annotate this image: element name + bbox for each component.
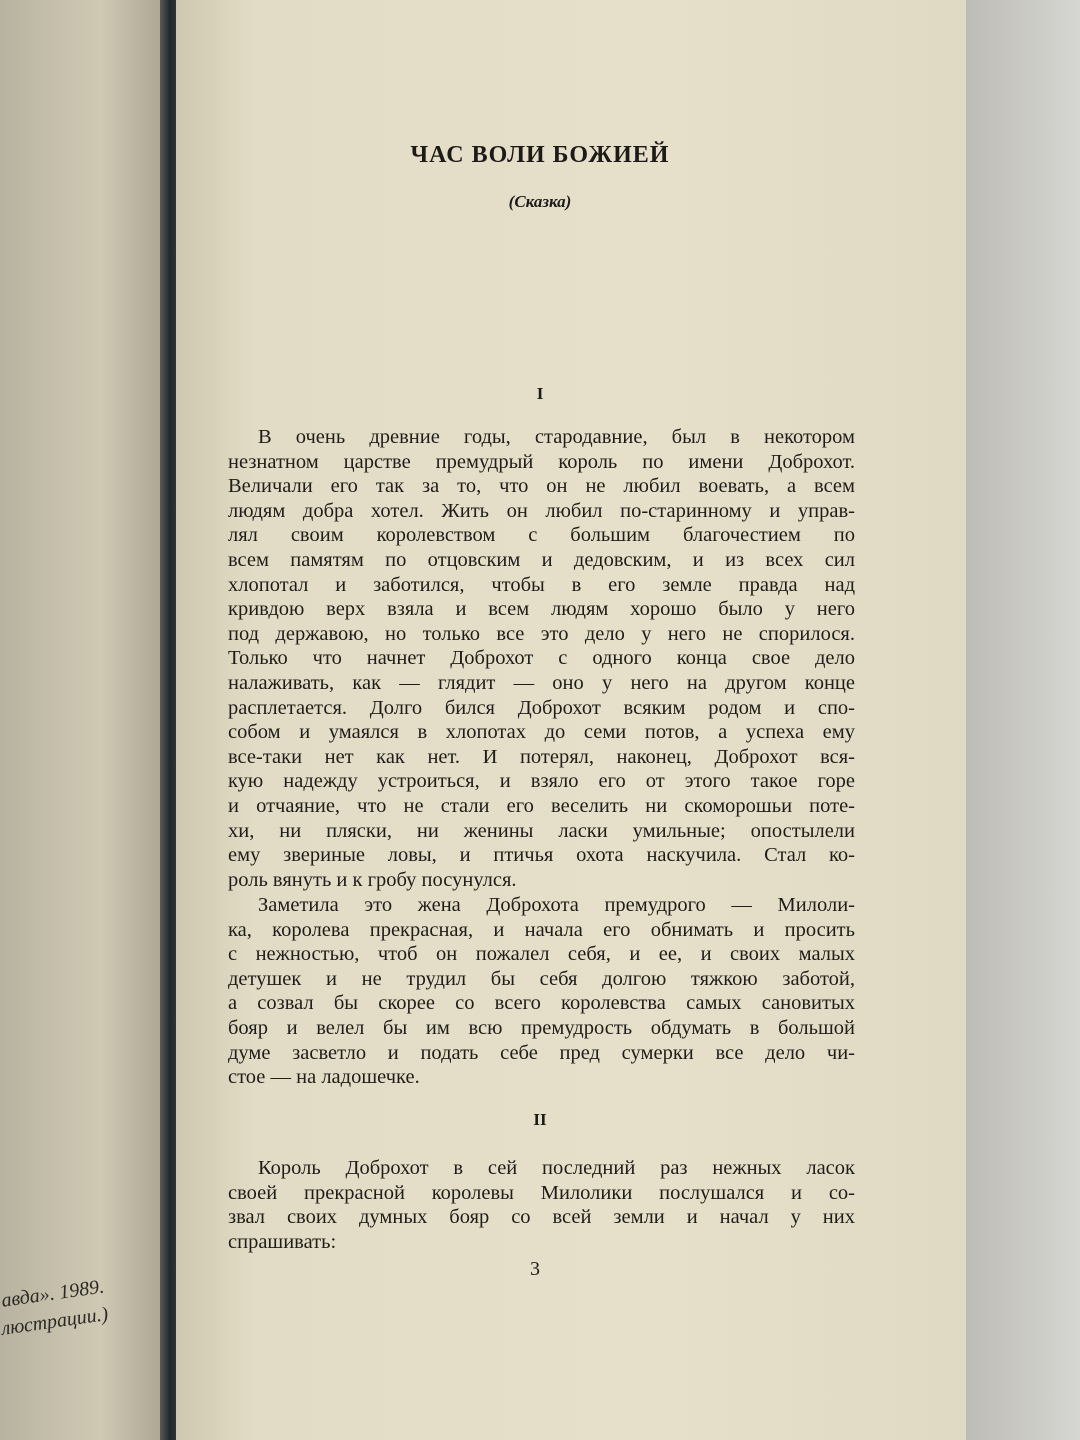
text-line: налаживать, как — глядит — оно у него на другом конце bbox=[228, 672, 855, 694]
text-line: роль вянуть и к гробу посунулся. bbox=[228, 868, 517, 891]
section-numeral: II bbox=[533, 1110, 547, 1129]
text-line: а созвал бы скорее со всего королевства самых сановитых bbox=[228, 992, 855, 1015]
section-numeral: I bbox=[536, 384, 544, 403]
text-line: под державою, но только все это дело у него не спорилося. bbox=[228, 622, 855, 645]
text-line: спрашивать: bbox=[228, 1230, 337, 1253]
text-line: В очень древние годы, стародавние, был в некотором bbox=[258, 426, 855, 448]
text-line: ка, королева прекрасная, и начала его обнимать и просить bbox=[228, 918, 855, 941]
text-line: бояр и велел бы им всю премудрость обдумать в большой bbox=[228, 1017, 855, 1039]
text-line: лял своим королевством с большим благочестием по bbox=[228, 524, 855, 547]
left-page bbox=[0, 0, 168, 1440]
text-line: детушек и не трудил бы себя долгою тяжкою заботой, bbox=[228, 967, 855, 990]
left-page-note-line: люстрации.) bbox=[0, 1303, 110, 1340]
text-line: незнатном царстве премудрый король по имени Доброхот. bbox=[228, 450, 855, 473]
text-line: Только что начнет Доброхот с одного конца свое дело bbox=[228, 647, 855, 670]
text-line: стое — на ладошечке. bbox=[228, 1066, 420, 1089]
text-line: расплетается. Долго бился Доброхот всяким родом и спо- bbox=[228, 696, 855, 719]
left-page-note-line: авда». 1989. bbox=[0, 1275, 106, 1312]
text-line: Заметила это жена Доброхота премудрого — Милоли- bbox=[258, 894, 855, 916]
text-line: ему звериные ловы, и птичья охота наскучила. Стал ко- bbox=[228, 844, 855, 867]
text-line: собом и умаялся в хлопотах до семи потов, а успеха ему bbox=[228, 721, 855, 744]
text-line: людям добра хотел. Жить он любил по-старинному и управ- bbox=[228, 499, 855, 522]
chapter-title: ЧАС ВОЛИ БОЖИЕЙ bbox=[410, 142, 670, 168]
text-line: хлопотал и заботился, чтобы в его земле правда над bbox=[228, 573, 855, 596]
text-line: Король Доброхот в сей последний раз нежных ласок bbox=[258, 1157, 855, 1179]
text-line: хи, ни пляски, ни женины ласки умильные; опостылели bbox=[228, 819, 855, 842]
text-line: кривдою верх взяла и всем людям хорошо было у него bbox=[228, 598, 855, 621]
text-line: все-таки нет как нет. И потерял, наконец, Доброхот вся- bbox=[228, 745, 855, 768]
background bbox=[966, 0, 1080, 1440]
text-line: своей прекрасной королевы Милолики послушался и со- bbox=[228, 1181, 855, 1204]
text-line: звал своих думных бояр со всей земли и начал у них bbox=[228, 1206, 855, 1229]
text-line: и отчаяние, что не стали его веселить ни скоморошьи поте- bbox=[228, 795, 855, 817]
page-number: 3 bbox=[530, 1258, 540, 1280]
text-line: с нежностью, чтоб он пожалел себя, и ее, и своих малых bbox=[228, 943, 855, 966]
text-line: кую надежду устроиться, и взяло его от этого такое горе bbox=[228, 770, 855, 793]
text-line: думе засветло и подать себе пред сумерки все дело чи- bbox=[228, 1041, 855, 1064]
text-line: всем памятям по отцовским и дедовским, и из всех сил bbox=[228, 549, 855, 571]
text-line: Величали его так за то, что он не любил воевать, а всем bbox=[228, 475, 855, 498]
chapter-subtitle: (Сказка) bbox=[508, 192, 572, 211]
